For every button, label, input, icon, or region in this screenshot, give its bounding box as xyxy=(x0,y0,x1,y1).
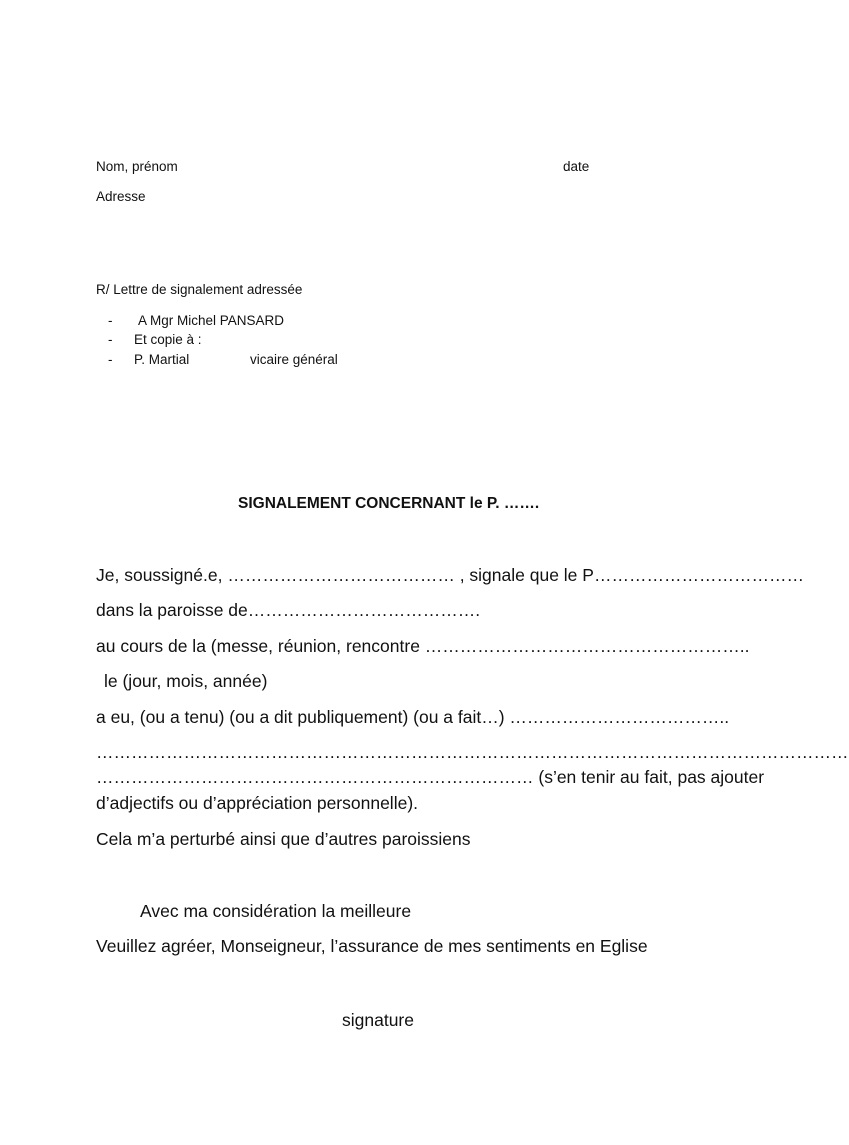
body-line-3: au cours de la (messe, réunion, rencontre ……………………………………………….. xyxy=(96,636,750,656)
body-line-7: ………………………………………………………………… (s’en tenir au fait, pas ajouter xyxy=(96,767,765,787)
recipient-text: P. Martial xyxy=(134,352,190,367)
recipient-item-2 xyxy=(108,332,202,347)
recipient-text: Et copie à : xyxy=(134,332,202,347)
document-title: SIGNALEMENT CONCERNANT le P. ……. xyxy=(238,495,540,512)
list-dash: - xyxy=(108,352,113,367)
recipient-role: vicaire général xyxy=(250,352,338,367)
signature-label: signature xyxy=(342,1010,414,1030)
closing-line-1: Avec ma considération la meilleure xyxy=(140,901,412,921)
address-label: Adresse xyxy=(96,189,146,204)
body-line-6: ………………………………………………………………………………………………………………… xyxy=(96,742,849,762)
body-line-9: Cela m’a perturbé ainsi que d’autres paroissiens xyxy=(96,829,471,849)
body-line-2: dans la paroisse de…………………………………. xyxy=(96,600,481,620)
list-dash: - xyxy=(108,313,113,328)
body-line-8: d’adjectifs ou d’appréciation personnelle). xyxy=(96,793,419,813)
date-label: date xyxy=(563,159,590,174)
body-line-1: Je, soussigné.e, ………………………………… , signale que le P……………………………… xyxy=(96,565,804,585)
list-dash: - xyxy=(108,332,113,347)
reference-label: R/ Lettre de signalement adressée xyxy=(96,282,303,297)
recipient-text: A Mgr Michel PANSARD xyxy=(138,313,285,328)
recipient-item-1 xyxy=(108,313,285,328)
closing-line-2: Veuillez agréer, Monseigneur, l’assurance de mes sentiments en Eglise xyxy=(96,936,648,956)
name-label: Nom, prénom xyxy=(96,159,178,174)
recipient-item-3 xyxy=(108,352,338,367)
body-line-5: a eu, (ou a tenu) (ou a dit publiquement) (ou a fait…) ……………………………….. xyxy=(96,707,730,727)
body-line-4: le (jour, mois, année) xyxy=(104,671,268,691)
